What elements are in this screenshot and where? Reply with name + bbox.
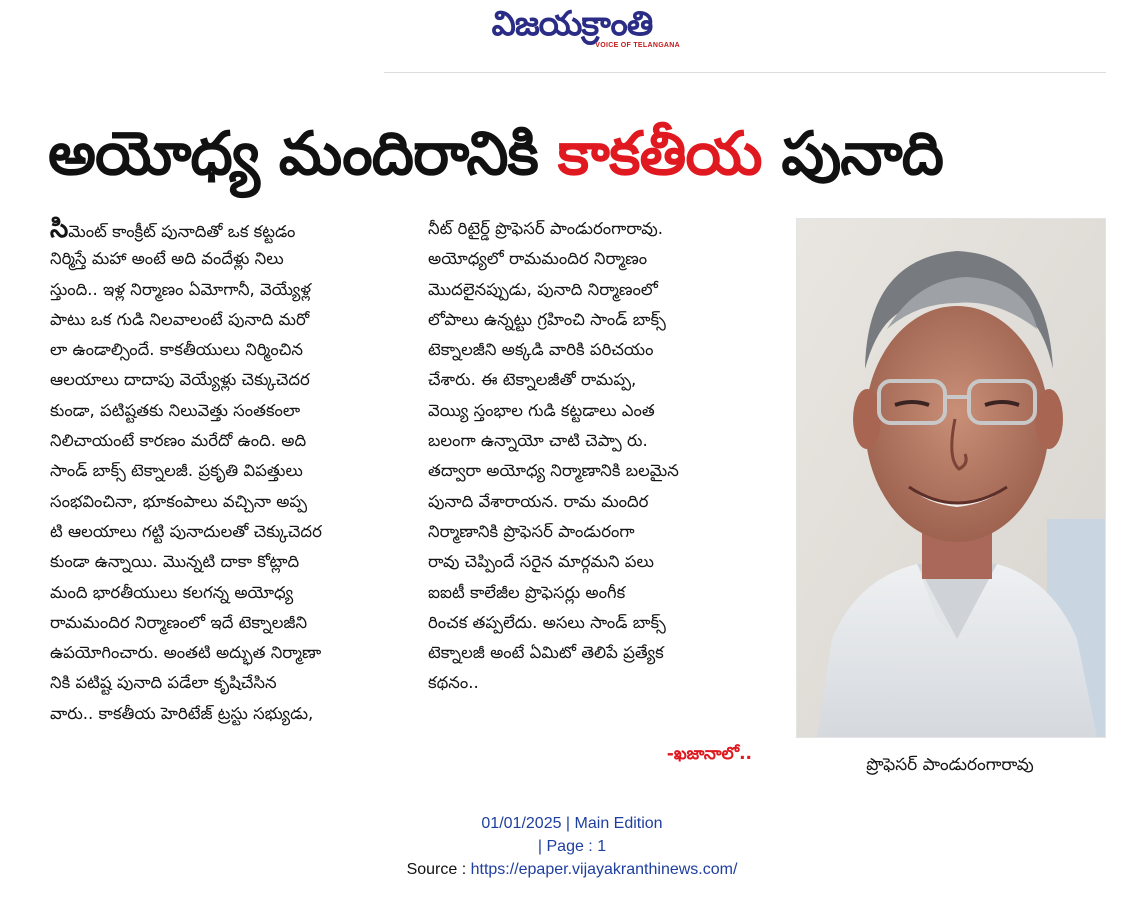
- newspaper-logo: విజయక్రాంతి: [491, 4, 653, 44]
- page-number: | Page : 1: [537, 838, 607, 855]
- source-link[interactable]: https://epaper.vijayakranthinews.com/: [470, 861, 738, 878]
- article-line: సంభవించినా, భూకంపాలు వచ్చినా అప్ప: [50, 491, 308, 511]
- headline-highlight: కాకతీయ: [557, 119, 762, 189]
- article-line: టి ఆలయాలు గట్టి పునాదులతో చెక్కుచెదర: [50, 521, 322, 541]
- article-line: పునాది వేశారాయన. రామ మందిర: [428, 491, 649, 511]
- portrait-illustration: [797, 219, 1105, 737]
- article-line: ఉపయోగించారు. అంతటి అద్భుత నిర్మాణా: [50, 643, 322, 663]
- article-line: టెక్నాలజీని అక్కడి వారికి పరిచయం: [428, 340, 654, 360]
- photo-caption: ప్రొఫెసర్ పాండురంగారావు: [866, 755, 1034, 775]
- article-line: బలంగా ఉన్నాయో చాటి చెప్పా రు.: [428, 431, 648, 451]
- edition-date: 01/01/2025 | Main Edition: [481, 815, 663, 832]
- article-line: వారు.. కాకతీయ హెరిటేజ్ ట్రస్టు సభ్యుడు,: [50, 703, 314, 723]
- headline-part-1: అయోధ్య మందిరానికి: [48, 119, 558, 189]
- masthead: [458, 0, 698, 60]
- article-line: మొదలైనప్పుడు, పునాది నిర్మాణంలో: [428, 279, 658, 299]
- article-line: రామమందిర నిర్మాణంలో ఇదే టెక్నాలజీని: [50, 612, 308, 632]
- headline-part-3: పునాది: [761, 119, 943, 189]
- article-line: కథనం..: [428, 673, 479, 693]
- article-line-text: మెంట్ కాంక్రీట్ పునాదితో ఒక కట్టడం: [68, 222, 296, 241]
- masthead-divider: [384, 72, 1106, 73]
- article-line: అయోధ్యలో రామమందిర నిర్మాణం: [428, 249, 648, 269]
- article-line: కుండా ఉన్నాయి. మొన్నటి దాకా కోట్లాది: [50, 552, 300, 572]
- article-line: చేశారు. ఈ టెక్నాలజీతో రామప్ప,: [428, 370, 637, 390]
- article-line: [50, 214, 386, 244]
- article-headline: [48, 108, 1108, 200]
- article-line: ఐఐటీ కాలేజీల ప్రొఫెసర్లు అంగీక: [428, 582, 626, 602]
- article-line: రించక తప్పలేదు. అసలు సాండ్ బాక్స్: [428, 612, 666, 632]
- article-line: తద్వారా అయోధ్య నిర్మాణానికి బలమైన: [428, 461, 679, 481]
- article-line: నీట్ రిటైర్డ్ ప్రొఫెసర్ పాండురంగారావు.: [428, 219, 663, 238]
- article-line: లోపాలు ఉన్నట్టు గ్రహించి సాండ్ బాక్స్: [428, 309, 666, 329]
- article-line: సాండ్ బాక్స్ టెక్నాలజీ. ప్రకృతి విపత్తులు: [50, 461, 303, 481]
- article-line: పాటు ఒక గుడి నిలవాలంటే పునాది మరో: [50, 309, 310, 329]
- article-line: స్తుంది.. ఇళ్ల నిర్మాణం ఏమోగానీ, వెయ్యేళ్ల: [50, 279, 311, 299]
- masthead-tagline: VOICE OF TELANGANA: [595, 42, 680, 49]
- drop-cap: సి: [50, 214, 69, 244]
- article-line: నిలిచాయంటే కారణం మరేదో ఉంది. అది: [50, 431, 307, 451]
- source-label: Source :: [406, 861, 471, 878]
- article-line: కుండా, పటిష్టతకు నిలువెత్తు సంతకంలా: [50, 400, 301, 420]
- article-column-2: [428, 214, 748, 699]
- article-line: వెయ్యి స్తంభాల గుడి కట్టడాలు ఎంత: [428, 400, 655, 420]
- article-line: నిర్మిస్తే మహా అంటే అది వందేళ్లు నిలు: [50, 249, 284, 269]
- article-line: రావు చెప్పిందే సరైన మార్గమని పలు: [428, 552, 654, 572]
- article-column-1: [50, 214, 386, 729]
- article-line: నిర్మాణానికి ప్రొఫెసర్ పాండురంగా: [428, 521, 635, 541]
- article-line: లా ఉండాల్సిందే. కాకతీయులు నిర్మించిన: [50, 340, 303, 360]
- article-line: టెక్నాలజీ అంటే ఏమిటో తెలిపే ప్రత్యేక: [428, 643, 664, 663]
- article-line: మంది భారతీయులు కలగన్న అయోధ్య: [50, 582, 294, 602]
- portrait-photo: [796, 218, 1106, 738]
- edition-footer: [300, 812, 844, 881]
- source-line: [300, 858, 844, 881]
- article-line: ఆలయాలు దాదాపు వెయ్యేళ్లు చెక్కుచెదర: [50, 370, 310, 390]
- article-line: నికి పటిష్ట పునాది పడేలా కృషిచేసిన: [50, 673, 277, 693]
- article-credit: -ఖజానాలో..: [666, 744, 752, 764]
